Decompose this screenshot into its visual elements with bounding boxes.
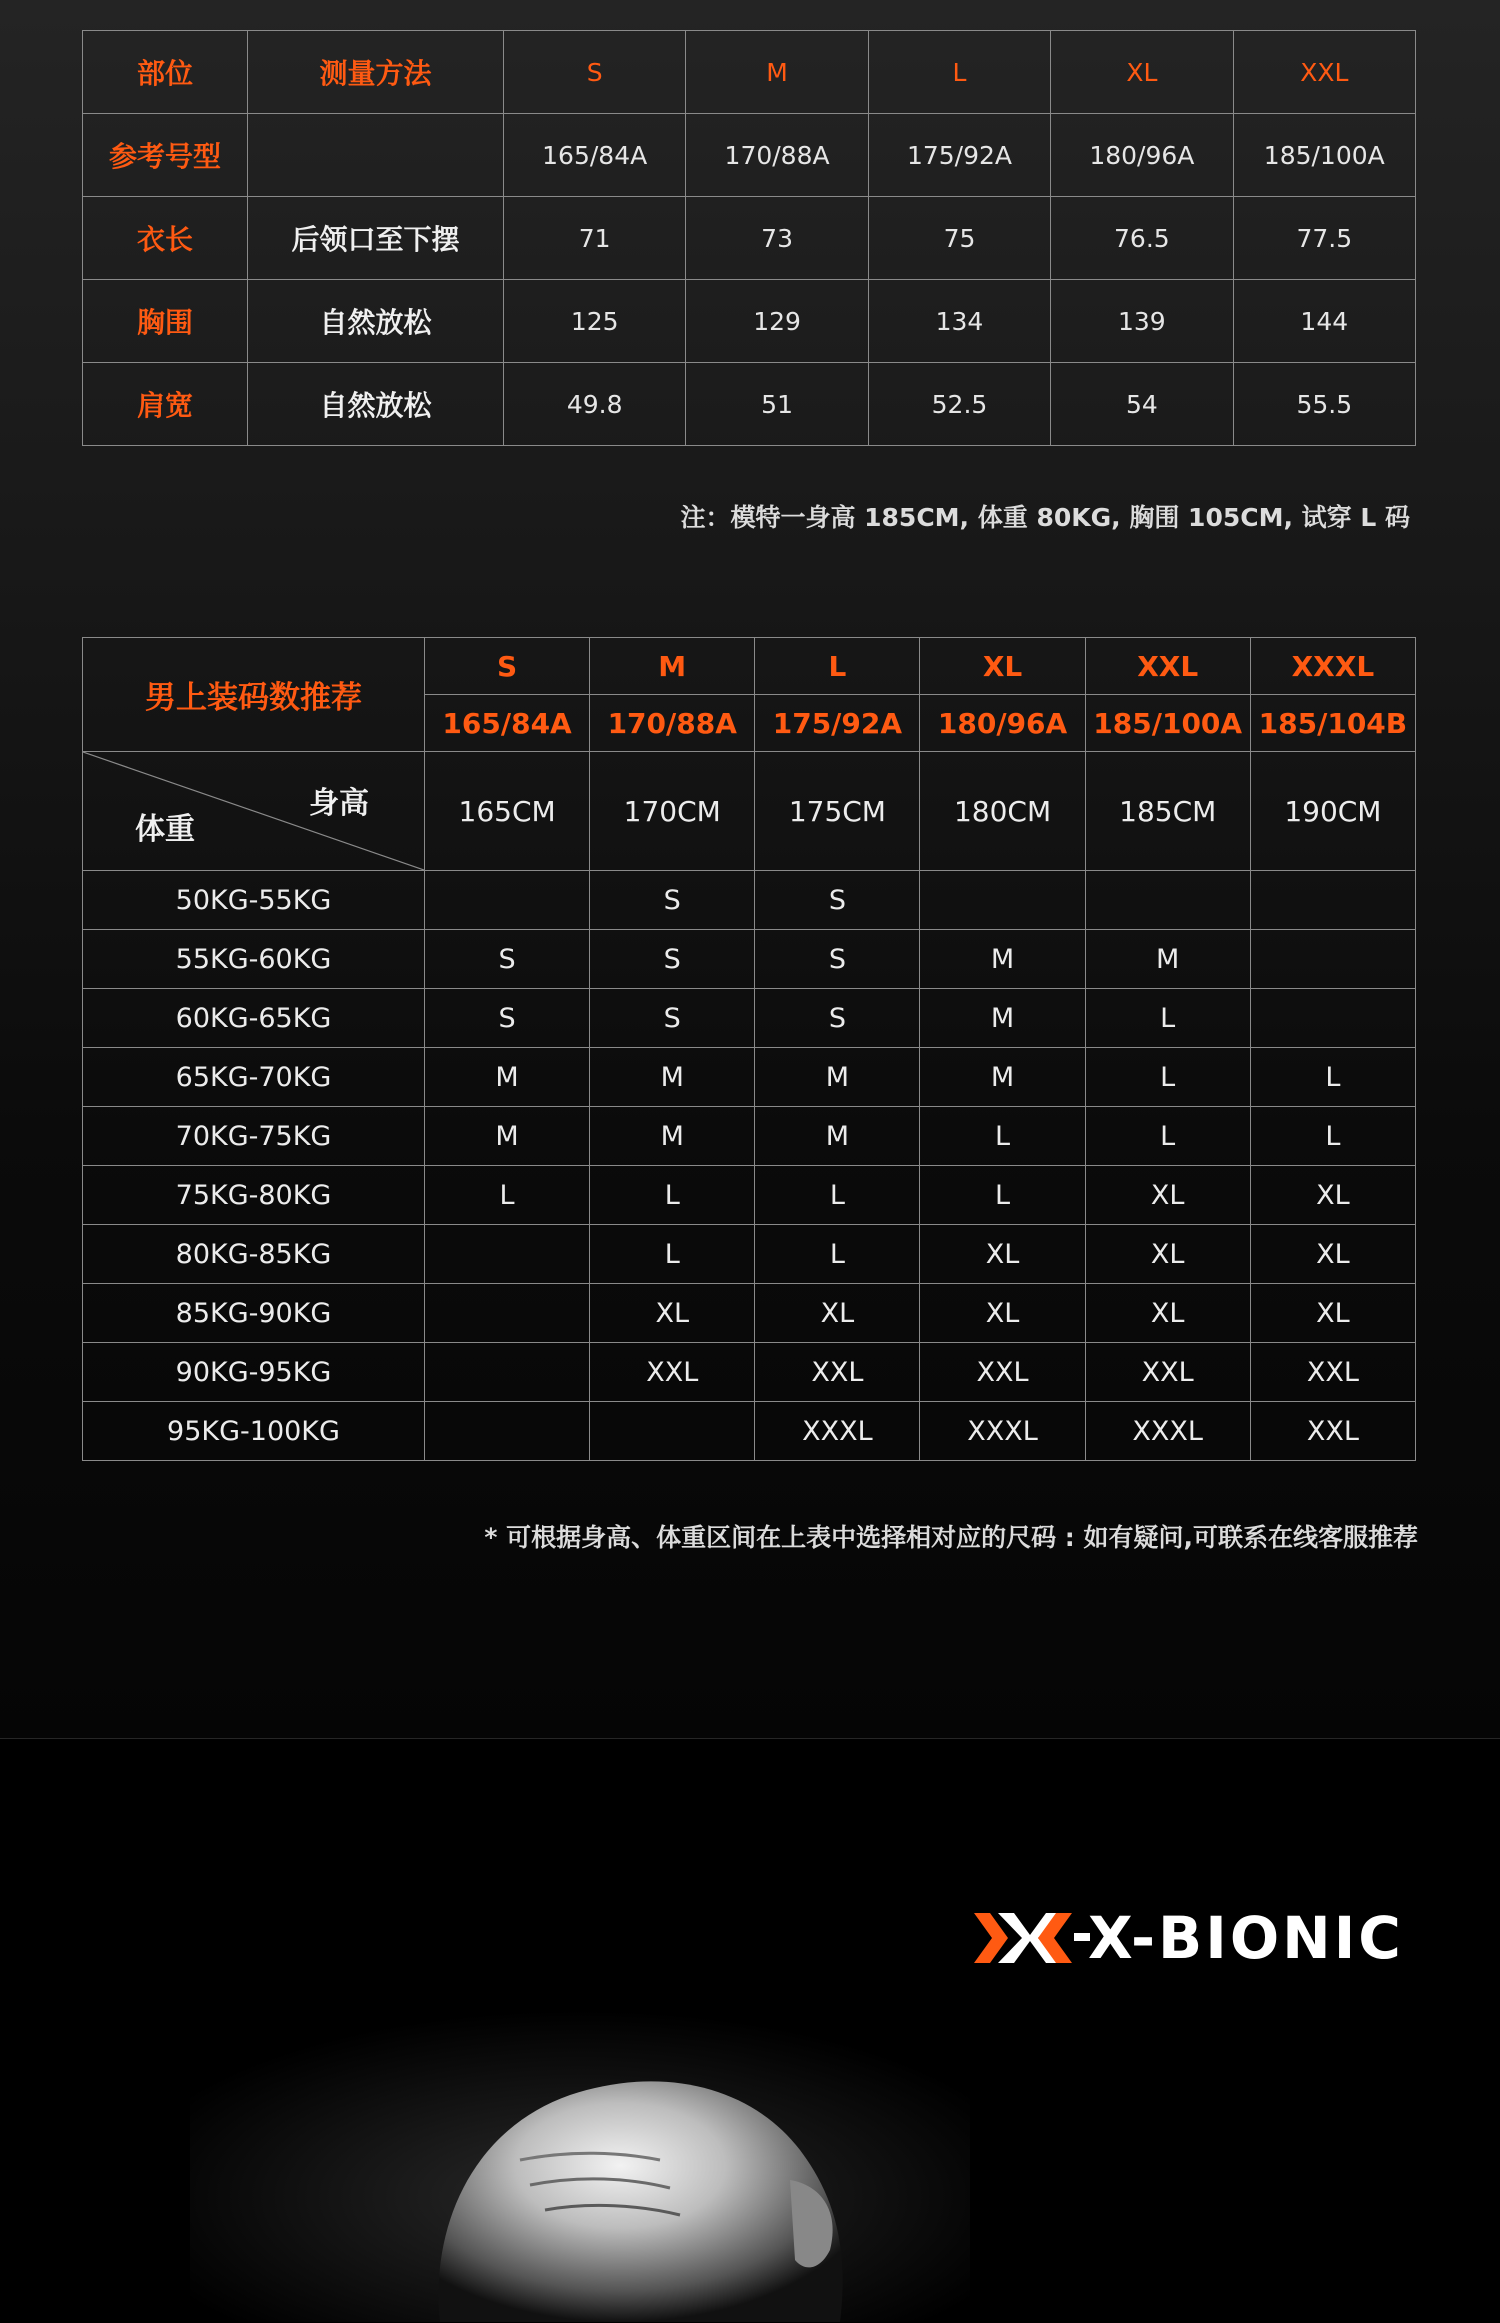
recommended-size-cell: XXL — [1250, 1402, 1415, 1461]
weight-label: 体重 — [135, 812, 195, 847]
measurement-value-cell: 77.5 — [1233, 197, 1415, 280]
height-header-cell: 165CM — [425, 752, 590, 871]
size-header-cell: XXL — [1085, 638, 1250, 695]
recommended-size-cell — [425, 871, 590, 930]
body-part-label: 肩宽 — [83, 363, 248, 446]
recommended-size-cell: XXXL — [920, 1402, 1085, 1461]
recommended-size-cell: XL — [920, 1284, 1085, 1343]
measurement-value-cell: 170/88A — [686, 114, 868, 197]
measurement-value-cell: 76.5 — [1051, 197, 1233, 280]
body-part-label: 参考号型 — [83, 114, 248, 197]
recommended-size-cell: M — [755, 1107, 920, 1166]
recommended-size-cell: L — [1250, 1107, 1415, 1166]
size-header-cell: S — [425, 638, 590, 695]
recommended-size-cell: XXL — [1250, 1343, 1415, 1402]
weight-range-cell: 90KG-95KG — [83, 1343, 425, 1402]
size-code-cell: 165/84A — [425, 695, 590, 752]
recommended-size-cell: S — [590, 871, 755, 930]
recommended-size-cell: XXXL — [1085, 1402, 1250, 1461]
recommended-size-cell — [1250, 989, 1415, 1048]
measurement-value-cell: 55.5 — [1233, 363, 1415, 446]
recommended-size-cell: XL — [1250, 1166, 1415, 1225]
recommended-size-cell — [1250, 871, 1415, 930]
measurement-value-cell: 129 — [686, 280, 868, 363]
recommended-size-cell: XL — [1250, 1225, 1415, 1284]
weight-range-cell: 85KG-90KG — [83, 1284, 425, 1343]
body-part-label: 胸围 — [83, 280, 248, 363]
recommended-size-cell: M — [425, 1107, 590, 1166]
measurement-value-cell: 134 — [868, 280, 1050, 363]
recommended-size-cell: M — [920, 1048, 1085, 1107]
recommended-size-cell: L — [1250, 1048, 1415, 1107]
athlete-portrait-image — [190, 2010, 970, 2322]
recommended-size-cell: S — [425, 989, 590, 1048]
recommended-size-cell: XL — [590, 1284, 755, 1343]
height-header-cell: 190CM — [1250, 752, 1415, 871]
recommend-note: * 可根据身高、体重区间在上表中选择相对应的尺码 : 如有疑问,可联系在线客服推荐 — [484, 1523, 1418, 1552]
weight-row — [83, 1402, 1416, 1461]
weight-row — [83, 1225, 1416, 1284]
recommended-size-cell: M — [920, 930, 1085, 989]
recommended-size-cell — [590, 1402, 755, 1461]
measurement-header-cell: XXL — [1233, 31, 1415, 114]
recommended-size-cell: XXXL — [755, 1402, 920, 1461]
height-header-cell: 180CM — [920, 752, 1085, 871]
measurement-value-cell: 54 — [1051, 363, 1233, 446]
recommended-size-cell — [425, 1343, 590, 1402]
measure-method-cell: 自然放松 — [248, 280, 504, 363]
measurement-value-cell: 71 — [504, 197, 686, 280]
recommended-size-cell: XXL — [920, 1343, 1085, 1402]
recommended-size-cell: XL — [1085, 1166, 1250, 1225]
measure-method-cell — [248, 114, 504, 197]
measurement-header-cell: XL — [1051, 31, 1233, 114]
measurement-header-cell: M — [686, 31, 868, 114]
size-header-cell: XL — [920, 638, 1085, 695]
measurement-row — [83, 114, 1416, 197]
weight-row — [83, 1048, 1416, 1107]
recommended-size-cell — [425, 1402, 590, 1461]
weight-range-cell: 75KG-80KG — [83, 1166, 425, 1225]
measurement-value-cell: 125 — [504, 280, 686, 363]
recommended-size-cell: S — [755, 989, 920, 1048]
weight-range-cell: 50KG-55KG — [83, 871, 425, 930]
weight-range-cell: 60KG-65KG — [83, 989, 425, 1048]
measurement-header-row — [83, 31, 1416, 114]
recommended-size-cell: M — [590, 1107, 755, 1166]
measurement-value-cell: 75 — [868, 197, 1050, 280]
weight-row — [83, 1284, 1416, 1343]
recommended-size-cell: L — [920, 1166, 1085, 1225]
recommended-size-cell: XXL — [1085, 1343, 1250, 1402]
size-recommendation-table — [82, 637, 1416, 1461]
recommended-size-cell: L — [755, 1225, 920, 1284]
recommended-size-cell — [425, 1284, 590, 1343]
measurement-row — [83, 197, 1416, 280]
recommended-size-cell — [1250, 930, 1415, 989]
measurement-value-cell: 165/84A — [504, 114, 686, 197]
weight-row — [83, 1166, 1416, 1225]
recommended-size-cell — [1085, 871, 1250, 930]
size-code-cell: 175/92A — [755, 695, 920, 752]
measurement-header-cell: L — [868, 31, 1050, 114]
weight-range-cell: 65KG-70KG — [83, 1048, 425, 1107]
size-header-row — [83, 638, 1416, 695]
measurement-table — [82, 30, 1416, 446]
recommended-size-cell: S — [755, 871, 920, 930]
height-label: 身高 — [309, 786, 369, 821]
size-code-cell: 185/104B — [1250, 695, 1415, 752]
recommended-size-cell: XL — [1250, 1284, 1415, 1343]
measurement-value-cell: 139 — [1051, 280, 1233, 363]
recommended-size-cell: L — [1085, 1048, 1250, 1107]
size-code-cell: 185/100A — [1085, 695, 1250, 752]
recommendation-title: 男上装码数推荐 — [83, 638, 425, 752]
recommended-size-cell — [425, 1225, 590, 1284]
x-logo-icon — [972, 1911, 1092, 1965]
measurement-value-cell: 52.5 — [868, 363, 1050, 446]
measure-method-cell: 自然放松 — [248, 363, 504, 446]
measurement-value-cell: 180/96A — [1051, 114, 1233, 197]
measurement-header-cell: 部位 — [83, 31, 248, 114]
weight-row — [83, 930, 1416, 989]
measurement-value-cell: 73 — [686, 197, 868, 280]
recommended-size-cell: XL — [1085, 1225, 1250, 1284]
size-header-cell: XXXL — [1250, 638, 1415, 695]
recommended-size-cell: S — [590, 930, 755, 989]
measurement-row — [83, 280, 1416, 363]
measurement-value-cell: 144 — [1233, 280, 1415, 363]
recommended-size-cell — [920, 871, 1085, 930]
recommended-size-cell: L — [1085, 1107, 1250, 1166]
measure-method-cell: 后领口至下摆 — [248, 197, 504, 280]
recommended-size-cell: L — [425, 1166, 590, 1225]
recommended-size-cell: M — [1085, 930, 1250, 989]
recommended-size-cell: XXL — [590, 1343, 755, 1402]
recommended-size-cell: S — [755, 930, 920, 989]
measurement-value-cell: 51 — [686, 363, 868, 446]
measurement-header-cell: S — [504, 31, 686, 114]
height-header-cell: 175CM — [755, 752, 920, 871]
weight-row — [83, 871, 1416, 930]
recommended-size-cell: S — [590, 989, 755, 1048]
weight-range-cell: 80KG-85KG — [83, 1225, 425, 1284]
size-header-cell: M — [590, 638, 755, 695]
recommended-size-cell: L — [920, 1107, 1085, 1166]
measurement-value-cell: 185/100A — [1233, 114, 1415, 197]
recommended-size-cell: XL — [1085, 1284, 1250, 1343]
recommended-size-cell: S — [425, 930, 590, 989]
recommended-size-cell: L — [755, 1166, 920, 1225]
height-weight-corner — [83, 752, 425, 871]
size-code-cell: 170/88A — [590, 695, 755, 752]
brand-logo — [972, 1904, 1404, 1972]
measurement-row — [83, 363, 1416, 446]
measurement-value-cell: 49.8 — [504, 363, 686, 446]
recommended-size-cell: M — [425, 1048, 590, 1107]
weight-range-cell: 70KG-75KG — [83, 1107, 425, 1166]
weight-row — [83, 1107, 1416, 1166]
measurement-value-cell: 175/92A — [868, 114, 1050, 197]
recommended-size-cell: L — [590, 1166, 755, 1225]
recommended-size-cell: L — [590, 1225, 755, 1284]
height-header-cell: 185CM — [1085, 752, 1250, 871]
recommended-size-cell: XL — [920, 1225, 1085, 1284]
size-header-cell: L — [755, 638, 920, 695]
size-code-cell: 180/96A — [920, 695, 1085, 752]
recommended-size-cell: M — [920, 989, 1085, 1048]
weight-row — [83, 989, 1416, 1048]
body-part-label: 衣长 — [83, 197, 248, 280]
height-header-row — [83, 752, 1416, 871]
measurement-header-cell: 测量方法 — [248, 31, 504, 114]
weight-range-cell: 55KG-60KG — [83, 930, 425, 989]
recommended-size-cell: M — [755, 1048, 920, 1107]
recommended-size-cell: XL — [755, 1284, 920, 1343]
recommended-size-cell: M — [590, 1048, 755, 1107]
weight-range-cell: 95KG-100KG — [83, 1402, 425, 1461]
logo-wordmark: X-BIONIC — [1088, 1904, 1404, 1972]
model-note: 注：模特一身高 185CM, 体重 80KG, 胸围 105CM, 试穿 L 码 — [680, 503, 1410, 532]
weight-row — [83, 1343, 1416, 1402]
recommended-size-cell: XXL — [755, 1343, 920, 1402]
recommended-size-cell: L — [1085, 989, 1250, 1048]
height-header-cell: 170CM — [590, 752, 755, 871]
